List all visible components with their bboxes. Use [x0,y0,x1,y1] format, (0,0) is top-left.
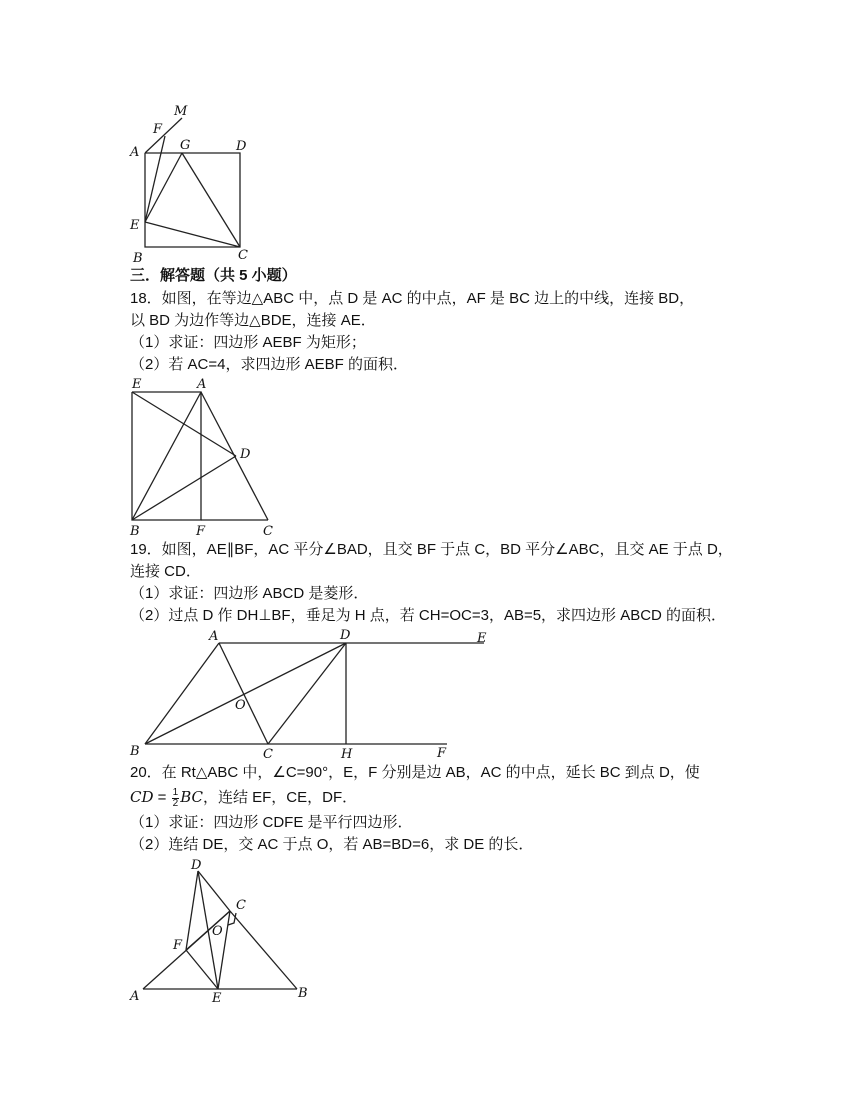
q20-eq-lhs: CD [130,788,154,806]
q18-part2: （2）若 AC=4，求四边形 AEBF 的面积． [130,356,408,373]
fig20-label-A: A [130,989,140,1004]
q18-text-line2: 以 BD 为边作等边△BDE，连接 AE． [130,312,376,329]
q18-part1: （1）求证：四边形 AEBF 为矩形； [130,334,366,351]
q20-line2-rest: ，连结 EF，CE，DF． [202,789,358,806]
fig17-label-A: A [130,145,140,160]
fig18-label-C: C [263,524,273,539]
q19-text-line1: 19．如图，AE∥BF，AC 平分∠BAD，且交 BF 于点 C，BD 平分∠ABC，且交 AE 于点 D， [130,541,733,558]
fig20-label-C: C [236,898,246,913]
fig19-label-O: O [235,698,246,713]
fig20-label-F: F [173,938,183,953]
fig17-label-G: G [180,138,191,153]
q20-eq-rhs: BC [180,788,203,806]
fig17-label-F: F [153,122,163,137]
fig19-label-C: C [263,747,273,762]
q20-frac-den: 2 [172,797,179,809]
fig18-label-F: F [196,524,206,539]
fig19-label-D: D [340,628,351,643]
q20-frac-num: 1 [172,786,179,798]
q20-part1: （1）求证：四边形 CDFE 是平行四边形． [130,814,413,831]
fig20-label-B: B [298,986,308,1001]
section-title: 三．解答题（共 5 小题） [130,267,297,284]
fig17-label-C: C [238,248,248,263]
fig20-label-O: O [212,924,223,939]
fig17-label-D: D [236,139,247,154]
fig17-label-M: M [174,104,188,119]
fig19-label-H: H [341,747,353,762]
q20-eq-equals: = [153,789,171,806]
q19-part2: （2）过点 D 作 DH⊥BF，垂足为 H 点，若 CH=OC=3，AB=5，求四边形 ABCD 的面积． [130,607,727,624]
q20-text-line1: 20．在 Rt△ABC 中，∠C=90°，E，F 分别是边 AB，AC 的中点，延长 BC 到点 D，使 [130,764,700,781]
fig18-label-A: A [197,377,207,392]
fig18-label-E: E [132,377,142,392]
q19-text-line2: 连接 CD． [130,563,201,580]
fig19-label-A: A [209,629,219,644]
q18-text-line1: 18．如图，在等边△ABC 中，点 D 是 AC 的中点，AF 是 BC 边上的中线，连接 BD， [130,290,695,307]
fig17-label-B: B [133,251,143,266]
fig20-label-E: E [212,991,222,1006]
fig19-label-E: E [477,631,487,646]
fig17-label-E: E [130,218,140,233]
q19-part1: （1）求证：四边形 ABCD 是菱形． [130,585,369,602]
fig19-label-F: F [437,746,447,761]
q20-part2: （2）连结 DE，交 AC 于点 O，若 AB=BD=6，求 DE 的长． [130,836,534,853]
fig19-label-B: B [130,744,140,759]
fig18-label-B: B [130,524,140,539]
fig18-label-D: D [240,447,251,462]
fig20-label-D: D [191,858,202,873]
